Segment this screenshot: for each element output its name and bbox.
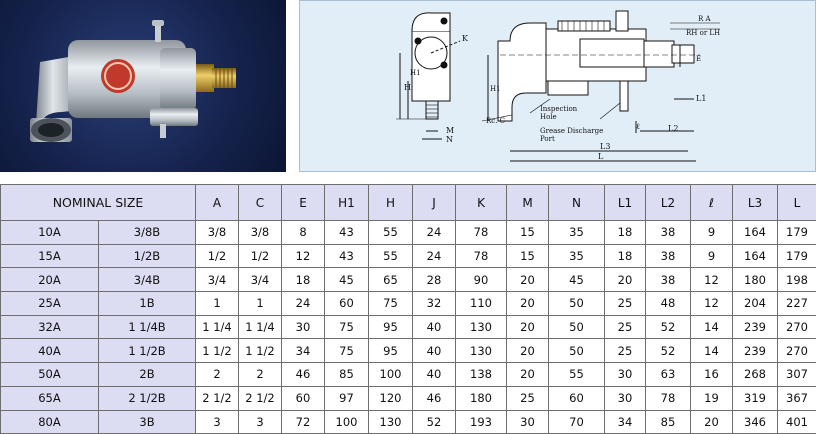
- table-cell: 63: [646, 363, 691, 387]
- label-k: K: [462, 34, 469, 43]
- table-cell: 97: [325, 386, 369, 410]
- table-row: [1, 386, 816, 410]
- dimension-drawing-svg: [300, 1, 815, 171]
- table-row: [1, 410, 816, 434]
- table-cell: 138: [456, 363, 507, 387]
- table-cell: 239: [733, 315, 778, 339]
- table-cell: 346: [733, 410, 778, 434]
- header-col: C: [239, 185, 282, 221]
- nominal-size-b: 1 1/2B: [99, 339, 196, 363]
- table-cell: 18: [605, 244, 646, 268]
- header-col: M: [507, 185, 549, 221]
- table-cell: 3: [239, 410, 282, 434]
- nominal-size-b: 1B: [99, 292, 196, 316]
- table-cell: 75: [325, 339, 369, 363]
- table-cell: 15: [507, 244, 549, 268]
- table-cell: 25: [507, 386, 549, 410]
- label-rh-lh: RH or LH: [686, 29, 720, 37]
- table-cell: 2 1/2: [239, 386, 282, 410]
- table-cell: 55: [369, 221, 413, 245]
- table-cell: 1 1/4: [239, 315, 282, 339]
- table-cell: 110: [456, 292, 507, 316]
- table-cell: 52: [646, 315, 691, 339]
- table-cell: 1/2: [239, 244, 282, 268]
- header-col: ℓ: [691, 185, 733, 221]
- product-photo: [0, 0, 286, 172]
- table-row: [1, 339, 816, 363]
- table-cell: 28: [413, 268, 456, 292]
- label-h1-side: H1: [410, 69, 421, 77]
- table-cell: 38: [646, 268, 691, 292]
- table-row: [1, 363, 816, 387]
- table-row: [1, 292, 816, 316]
- label-h1: H1: [490, 85, 501, 93]
- table-cell: 30: [507, 410, 549, 434]
- table-cell: 3/8: [239, 221, 282, 245]
- table-cell: 85: [646, 410, 691, 434]
- label-l: L: [598, 152, 604, 161]
- table-cell: 1 1/2: [196, 339, 239, 363]
- header-col: E: [282, 185, 325, 221]
- table-cell: 38: [646, 221, 691, 245]
- label-ell: ℓ: [636, 122, 640, 131]
- table-row: [1, 315, 816, 339]
- table-cell: 20: [507, 315, 549, 339]
- nominal-size-b: 2B: [99, 363, 196, 387]
- table-cell: 15: [507, 221, 549, 245]
- table-cell: 60: [282, 386, 325, 410]
- table-cell: 130: [369, 410, 413, 434]
- table-cell: 24: [413, 221, 456, 245]
- table-cell: 30: [282, 315, 325, 339]
- table-cell: 270: [778, 339, 816, 363]
- table-cell: 60: [549, 386, 605, 410]
- table-cell: 85: [325, 363, 369, 387]
- table-cell: 20: [507, 268, 549, 292]
- header-col: K: [456, 185, 507, 221]
- table-cell: 2: [239, 363, 282, 387]
- table-cell: 270: [778, 315, 816, 339]
- table-cell: 14: [691, 339, 733, 363]
- table-cell: 40: [413, 339, 456, 363]
- table-cell: 367: [778, 386, 816, 410]
- table-cell: 60: [325, 292, 369, 316]
- table-cell: 75: [325, 315, 369, 339]
- table-cell: 12: [691, 292, 733, 316]
- label-h: H: [404, 83, 411, 92]
- table-cell: 46: [282, 363, 325, 387]
- nominal-size-a: 50A: [1, 363, 99, 387]
- table-cell: 1 1/2: [239, 339, 282, 363]
- label-grease-1: Grease Discharge: [540, 127, 603, 135]
- table-cell: 24: [413, 244, 456, 268]
- nominal-size-b: 2 1/2B: [99, 386, 196, 410]
- table-cell: 38: [646, 244, 691, 268]
- table-cell: 130: [456, 315, 507, 339]
- table-cell: 55: [549, 363, 605, 387]
- header-col: L3: [733, 185, 778, 221]
- nominal-size-b: 1 1/4B: [99, 315, 196, 339]
- header-col: L2: [646, 185, 691, 221]
- table-cell: 9: [691, 221, 733, 245]
- table-cell: 18: [605, 221, 646, 245]
- table-cell: 45: [549, 268, 605, 292]
- header-col: L: [778, 185, 816, 221]
- nominal-size-a: 15A: [1, 244, 99, 268]
- table-cell: 20: [507, 292, 549, 316]
- label-inspection-1: Inspection: [540, 105, 578, 113]
- nominal-size-a: 65A: [1, 386, 99, 410]
- label-l2: L2: [668, 124, 678, 133]
- table-row: [1, 221, 816, 245]
- nominal-size-a: 25A: [1, 292, 99, 316]
- table-cell: 9: [691, 244, 733, 268]
- table-cell: 130: [456, 339, 507, 363]
- table-cell: 70: [549, 410, 605, 434]
- table-cell: 50: [549, 292, 605, 316]
- table-cell: 35: [549, 221, 605, 245]
- table-cell: 100: [325, 410, 369, 434]
- table-cell: 78: [456, 221, 507, 245]
- table-cell: 16: [691, 363, 733, 387]
- table-cell: 180: [733, 268, 778, 292]
- table-cell: 3/4: [239, 268, 282, 292]
- table-cell: 179: [778, 244, 816, 268]
- table-cell: 52: [646, 339, 691, 363]
- table-cell: 52: [413, 410, 456, 434]
- table-cell: 19: [691, 386, 733, 410]
- table-cell: 32: [413, 292, 456, 316]
- table-cell: 401: [778, 410, 816, 434]
- spec-table: [0, 184, 816, 434]
- table-header-row: [1, 185, 816, 221]
- table-cell: 18: [282, 268, 325, 292]
- table-cell: 50: [549, 339, 605, 363]
- header-col: J: [413, 185, 456, 221]
- table-cell: 46: [413, 386, 456, 410]
- table-cell: 34: [282, 339, 325, 363]
- table-cell: 40: [413, 315, 456, 339]
- table-cell: 20: [691, 410, 733, 434]
- table-cell: 204: [733, 292, 778, 316]
- header-col: H: [369, 185, 413, 221]
- table-cell: 20: [507, 339, 549, 363]
- table-cell: 268: [733, 363, 778, 387]
- table-cell: 30: [605, 363, 646, 387]
- nominal-size-a: 32A: [1, 315, 99, 339]
- table-cell: 43: [325, 244, 369, 268]
- rotary-joint-photo: [0, 0, 286, 172]
- nominal-size-b: 3B: [99, 410, 196, 434]
- header-col: A: [196, 185, 239, 221]
- header-nominal-size: NOMINAL SIZE: [1, 185, 196, 221]
- table-cell: 193: [456, 410, 507, 434]
- label-l1: L1: [696, 94, 706, 103]
- table-cell: 35: [549, 244, 605, 268]
- table-cell: 164: [733, 221, 778, 245]
- table-cell: 239: [733, 339, 778, 363]
- dimension-drawing: [299, 0, 816, 172]
- table-cell: 319: [733, 386, 778, 410]
- table-cell: 8: [282, 221, 325, 245]
- table-cell: 78: [456, 244, 507, 268]
- table-cell: 72: [282, 410, 325, 434]
- table-cell: 2: [196, 363, 239, 387]
- table-cell: 227: [778, 292, 816, 316]
- table-cell: 65: [369, 268, 413, 292]
- label-e: E: [696, 55, 701, 63]
- header-col: N: [549, 185, 605, 221]
- table-cell: 24: [282, 292, 325, 316]
- table-cell: 50: [549, 315, 605, 339]
- table-cell: 179: [778, 221, 816, 245]
- table-cell: 1: [196, 292, 239, 316]
- table-cell: 100: [369, 363, 413, 387]
- table-cell: 95: [369, 315, 413, 339]
- table-cell: 3/4: [196, 268, 239, 292]
- table-cell: 25: [605, 315, 646, 339]
- nominal-size-a: 10A: [1, 221, 99, 245]
- table-cell: 12: [282, 244, 325, 268]
- table-cell: 3/8: [196, 221, 239, 245]
- table-cell: 75: [369, 292, 413, 316]
- table-cell: 120: [369, 386, 413, 410]
- header-col: L1: [605, 185, 646, 221]
- table-cell: 34: [605, 410, 646, 434]
- label-m: M: [446, 126, 454, 135]
- nominal-size-b: 3/8B: [99, 221, 196, 245]
- table-row: [1, 244, 816, 268]
- table-cell: 20: [605, 268, 646, 292]
- table-cell: 43: [325, 221, 369, 245]
- table-cell: 14: [691, 315, 733, 339]
- table-cell: 180: [456, 386, 507, 410]
- table-cell: 1: [239, 292, 282, 316]
- table-cell: 40: [413, 363, 456, 387]
- nominal-size-a: 20A: [1, 268, 99, 292]
- table-cell: 45: [325, 268, 369, 292]
- nominal-size-b: 3/4B: [99, 268, 196, 292]
- table-cell: 2 1/2: [196, 386, 239, 410]
- table-cell: 25: [605, 292, 646, 316]
- label-ra: R A: [698, 15, 711, 23]
- table-cell: 55: [369, 244, 413, 268]
- label-grease-2: Port: [540, 135, 555, 143]
- label-l3: L3: [600, 142, 610, 151]
- table-cell: 307: [778, 363, 816, 387]
- table-cell: 1/2: [196, 244, 239, 268]
- table-cell: 12: [691, 268, 733, 292]
- table-row: [1, 268, 816, 292]
- table-cell: 198: [778, 268, 816, 292]
- table-cell: 78: [646, 386, 691, 410]
- table-cell: 20: [507, 363, 549, 387]
- table-cell: 95: [369, 339, 413, 363]
- table-cell: 3: [196, 410, 239, 434]
- nominal-size-a: 40A: [1, 339, 99, 363]
- header-col: H1: [325, 185, 369, 221]
- table-cell: 1 1/4: [196, 315, 239, 339]
- nominal-size-b: 1/2B: [99, 244, 196, 268]
- table-cell: 25: [605, 339, 646, 363]
- nominal-size-a: 80A: [1, 410, 99, 434]
- table-cell: 164: [733, 244, 778, 268]
- table-cell: 48: [646, 292, 691, 316]
- label-rc: Rc. C: [486, 117, 505, 125]
- table-cell: 90: [456, 268, 507, 292]
- table-cell: 30: [605, 386, 646, 410]
- label-n: N: [446, 135, 453, 144]
- label-inspection-2: Hole: [540, 113, 557, 121]
